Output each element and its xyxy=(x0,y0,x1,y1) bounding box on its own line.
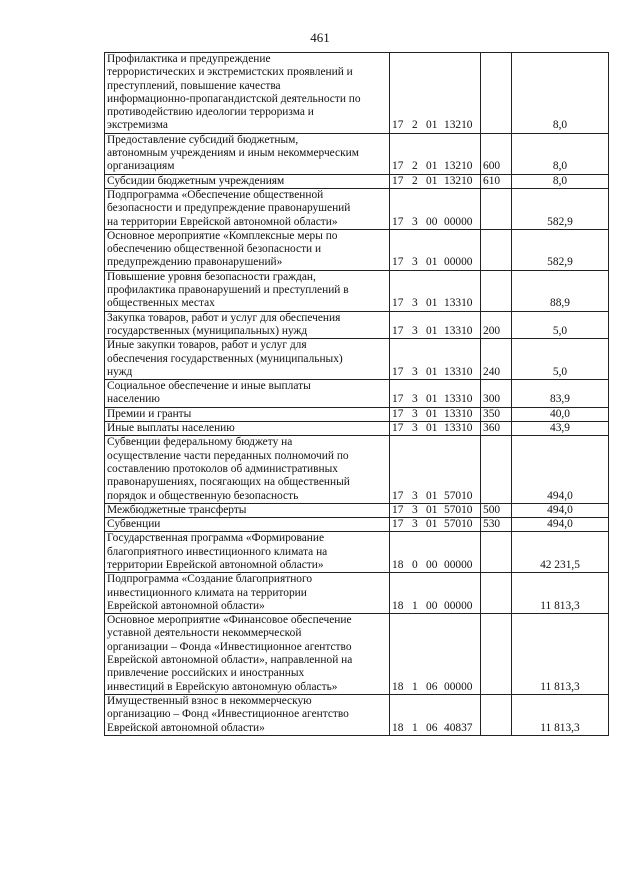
row-name-line: организациям xyxy=(107,160,175,173)
row-expense-type-cell: 240 xyxy=(481,339,512,380)
code-segment: 3 xyxy=(412,393,418,406)
row-name-cell xyxy=(105,53,390,134)
row-code-cell xyxy=(390,380,481,408)
code-segment: 57010 xyxy=(444,503,473,516)
code-segment: 17 xyxy=(392,365,404,378)
row-name-cell xyxy=(105,436,390,503)
code-segment: 3 xyxy=(412,297,418,310)
code-segment: 00000 xyxy=(444,215,473,228)
row-name-cell xyxy=(105,407,390,421)
code-segment: 3 xyxy=(412,503,418,516)
code-segment: 01 xyxy=(426,518,438,531)
code-segment: 18 xyxy=(392,721,404,734)
code-segment: 17 xyxy=(392,503,404,516)
code-segment: 57010 xyxy=(444,518,473,531)
page-number: 461 xyxy=(310,30,330,45)
row-name-cell xyxy=(105,270,390,311)
row-name-cell xyxy=(105,311,390,339)
row-name-line: государственных (муниципальных) нужд xyxy=(107,324,308,337)
table-row xyxy=(105,407,609,421)
row-name-line: Государственная программа «Формирование xyxy=(107,532,325,545)
row-name-cell xyxy=(105,614,390,695)
code-segment: 00000 xyxy=(444,558,473,571)
code-segment: 06 xyxy=(426,680,438,693)
row-name-cell xyxy=(105,188,390,229)
row-expense-type-cell: 500 xyxy=(481,503,512,517)
row-expense-type-cell xyxy=(481,270,512,311)
row-name-cell xyxy=(105,422,390,436)
code-segment: 01 xyxy=(426,365,438,378)
row-sum-cell: 83,9 xyxy=(512,380,609,408)
row-name-line: Еврейской автономной области» xyxy=(107,721,265,734)
row-expense-type-cell: 360 xyxy=(481,422,512,436)
row-name-cell xyxy=(105,380,390,408)
code-segment: 3 xyxy=(412,215,418,228)
code-segment: 18 xyxy=(392,680,404,693)
table-row xyxy=(105,503,609,517)
row-name-line: Предоставление субсидий бюджетным, xyxy=(107,133,299,146)
table-row xyxy=(105,573,609,614)
row-name-line: Повышение уровня безопасности граждан, xyxy=(107,270,316,283)
row-expense-type-cell xyxy=(481,229,512,270)
code-segment: 13310 xyxy=(444,324,473,337)
row-name-line: Профилактика и предупреждение xyxy=(107,53,271,65)
row-code-cell xyxy=(390,407,481,421)
row-expense-type-cell xyxy=(481,53,512,134)
row-code-cell xyxy=(390,614,481,695)
code-segment: 13310 xyxy=(444,297,473,310)
table-row xyxy=(105,339,609,380)
row-name-line: Подпрограмма «Создание благоприятного xyxy=(107,573,313,586)
row-name-line: порядок и общественную безопасность xyxy=(107,489,299,502)
row-sum-cell: 42 231,5 xyxy=(512,532,609,573)
table-row xyxy=(105,133,609,174)
code-segment: 57010 xyxy=(444,489,473,502)
table-row xyxy=(105,436,609,503)
code-segment: 17 xyxy=(392,489,404,502)
code-segment: 13210 xyxy=(444,119,473,132)
row-code-cell xyxy=(390,573,481,614)
row-name-line: экстремизма xyxy=(107,119,168,132)
table-row xyxy=(105,174,609,188)
code-segment: 2 xyxy=(412,174,418,187)
row-name-cell xyxy=(105,174,390,188)
row-name-cell xyxy=(105,133,390,174)
code-segment: 13310 xyxy=(444,365,473,378)
table-row xyxy=(105,188,609,229)
code-segment: 17 xyxy=(392,174,404,187)
row-code-cell xyxy=(390,518,481,532)
code-segment: 01 xyxy=(426,160,438,173)
code-segment: 2 xyxy=(412,119,418,132)
row-expense-type-cell: 200 xyxy=(481,311,512,339)
code-segment: 13210 xyxy=(444,160,473,173)
row-name-line: инвестиций в Еврейскую автономную область» xyxy=(107,680,338,693)
row-expense-type-cell: 530 xyxy=(481,518,512,532)
table-row xyxy=(105,518,609,532)
code-segment: 00 xyxy=(426,215,438,228)
row-name-cell xyxy=(105,503,390,517)
row-expense-type-cell: 600 xyxy=(481,133,512,174)
code-segment: 00 xyxy=(426,558,438,571)
code-segment: 00 xyxy=(426,599,438,612)
code-segment: 17 xyxy=(392,324,404,337)
row-code-cell xyxy=(390,174,481,188)
code-segment: 01 xyxy=(426,393,438,406)
row-name-line: профилактика правонарушений и преступлений в xyxy=(107,284,349,297)
row-name-line: благоприятного инвестиционного климата на xyxy=(107,545,328,558)
row-sum-cell: 43,9 xyxy=(512,422,609,436)
row-name-cell xyxy=(105,532,390,573)
code-segment: 00000 xyxy=(444,680,473,693)
code-segment: 13310 xyxy=(444,407,473,420)
code-segment: 18 xyxy=(392,558,404,571)
code-segment: 3 xyxy=(412,422,418,435)
row-name-cell xyxy=(105,573,390,614)
code-segment: 17 xyxy=(392,160,404,173)
code-segment: 01 xyxy=(426,119,438,132)
row-name-line: на территории Еврейской автономной области» xyxy=(107,215,338,228)
row-sum-cell: 494,0 xyxy=(512,503,609,517)
row-name-line: Еврейской автономной области», направленной на xyxy=(107,654,353,667)
code-segment: 00000 xyxy=(444,599,473,612)
code-segment: 3 xyxy=(412,256,418,269)
code-segment: 13310 xyxy=(444,422,473,435)
row-name-line: организации – Фонда «Инвестиционное агентство xyxy=(107,640,352,653)
row-code-cell xyxy=(390,229,481,270)
row-expense-type-cell: 300 xyxy=(481,380,512,408)
row-name-line: преступлений, повышение качества xyxy=(107,79,281,92)
row-name-line: уставной деятельности некоммерческой xyxy=(107,627,302,640)
table-row xyxy=(105,532,609,573)
row-name-line: Иные закупки товаров, работ и услуг для xyxy=(107,339,307,352)
row-sum-cell: 88,9 xyxy=(512,270,609,311)
row-name-line: населению xyxy=(107,393,160,406)
row-sum-cell: 40,0 xyxy=(512,407,609,421)
row-code-cell xyxy=(390,694,481,735)
row-code-cell xyxy=(390,532,481,573)
row-name-cell xyxy=(105,339,390,380)
row-expense-type-cell xyxy=(481,436,512,503)
row-name-line: инвестиционного климата на территории xyxy=(107,586,307,599)
row-name-line: противодействию идеологии терроризма и xyxy=(107,106,314,119)
code-segment: 3 xyxy=(412,407,418,420)
row-name-line: Основное мероприятие «Комплексные меры по xyxy=(107,229,338,242)
row-sum-cell: 494,0 xyxy=(512,518,609,532)
budget-table xyxy=(104,52,609,736)
row-name-line: Межбюджетные трансферты xyxy=(107,503,247,516)
row-expense-type-cell: 350 xyxy=(481,407,512,421)
code-segment: 17 xyxy=(392,119,404,132)
row-name-line: Еврейской автономной области» xyxy=(107,599,265,612)
code-segment: 01 xyxy=(426,174,438,187)
row-name-line: нужд xyxy=(107,365,133,378)
row-name-line: Иные выплаты населению xyxy=(107,422,235,435)
row-name-line: территории Еврейской автономной области» xyxy=(107,558,324,571)
row-sum-cell: 8,0 xyxy=(512,133,609,174)
row-code-cell xyxy=(390,188,481,229)
row-name-cell xyxy=(105,229,390,270)
row-name-line: осуществление части переданных полномочий по xyxy=(107,449,349,462)
row-code-cell xyxy=(390,270,481,311)
code-segment: 18 xyxy=(392,599,404,612)
code-segment: 3 xyxy=(412,489,418,502)
row-code-cell xyxy=(390,53,481,134)
row-expense-type-cell xyxy=(481,532,512,573)
row-sum-cell: 494,0 xyxy=(512,436,609,503)
row-name-line: правонарушениях, посягающих на общественный xyxy=(107,476,350,489)
row-sum-cell: 11 813,3 xyxy=(512,614,609,695)
row-code-cell xyxy=(390,339,481,380)
row-expense-type-cell xyxy=(481,694,512,735)
code-segment: 1 xyxy=(412,680,418,693)
code-segment: 3 xyxy=(412,518,418,531)
code-segment: 3 xyxy=(412,324,418,337)
code-segment: 01 xyxy=(426,297,438,310)
row-expense-type-cell xyxy=(481,573,512,614)
row-sum-cell: 582,9 xyxy=(512,188,609,229)
code-segment: 17 xyxy=(392,518,404,531)
code-segment: 0 xyxy=(412,558,418,571)
row-name-cell xyxy=(105,518,390,532)
row-expense-type-cell: 610 xyxy=(481,174,512,188)
row-sum-cell: 11 813,3 xyxy=(512,694,609,735)
code-segment: 17 xyxy=(392,407,404,420)
row-name-line: информационно-пропагандистской деятельности по xyxy=(107,92,361,105)
row-sum-cell: 11 813,3 xyxy=(512,573,609,614)
row-name-line: обеспечению общественной безопасности и xyxy=(107,243,322,256)
row-code-cell xyxy=(390,133,481,174)
row-sum-cell: 5,0 xyxy=(512,339,609,380)
code-segment: 01 xyxy=(426,503,438,516)
code-segment: 06 xyxy=(426,721,438,734)
budget-table-body xyxy=(105,53,609,736)
code-segment: 17 xyxy=(392,215,404,228)
code-segment: 01 xyxy=(426,256,438,269)
row-name-line: Закупка товаров, работ и услуг для обеспечения xyxy=(107,311,341,324)
row-name-line: автономным учреждениям и иным некоммерческим xyxy=(107,147,359,160)
code-segment: 17 xyxy=(392,256,404,269)
row-name-line: безопасности и предупреждение правонарушений xyxy=(107,202,351,215)
code-segment: 13210 xyxy=(444,174,473,187)
code-segment: 17 xyxy=(392,393,404,406)
row-name-line: общественных местах xyxy=(107,297,215,310)
row-code-cell xyxy=(390,311,481,339)
table-row xyxy=(105,270,609,311)
row-code-cell xyxy=(390,503,481,517)
code-segment: 2 xyxy=(412,160,418,173)
code-segment: 00000 xyxy=(444,256,473,269)
row-sum-cell: 8,0 xyxy=(512,53,609,134)
row-name-line: организацию – Фонд «Инвестиционное агентство xyxy=(107,708,349,721)
code-segment: 01 xyxy=(426,324,438,337)
code-segment: 01 xyxy=(426,407,438,420)
row-name-line: составлению протоколов об административных xyxy=(107,462,338,475)
row-name-cell xyxy=(105,694,390,735)
code-segment: 01 xyxy=(426,422,438,435)
row-sum-cell: 5,0 xyxy=(512,311,609,339)
row-expense-type-cell xyxy=(481,614,512,695)
row-name-line: Основное мероприятие «Финансовое обеспечение xyxy=(107,614,352,627)
table-row xyxy=(105,311,609,339)
row-name-line: предупреждению правонарушений» xyxy=(107,256,283,269)
code-segment: 17 xyxy=(392,297,404,310)
row-name-line: Премии и гранты xyxy=(107,407,192,420)
row-name-line: Субвенции xyxy=(107,518,161,531)
row-name-line: Субвенции федеральному бюджету на xyxy=(107,436,293,449)
row-code-cell xyxy=(390,436,481,503)
row-name-line: террористических и экстремистских проявлений и xyxy=(107,66,353,79)
row-name-line: Субсидии бюджетным учреждениям xyxy=(107,174,285,187)
code-segment: 13310 xyxy=(444,393,473,406)
code-segment: 17 xyxy=(392,422,404,435)
row-sum-cell: 8,0 xyxy=(512,174,609,188)
code-segment: 1 xyxy=(412,599,418,612)
code-segment: 3 xyxy=(412,365,418,378)
table-row xyxy=(105,694,609,735)
code-segment: 40837 xyxy=(444,721,473,734)
table-row xyxy=(105,229,609,270)
code-segment: 01 xyxy=(426,489,438,502)
row-name-line: обеспечения государственных (муниципальных) xyxy=(107,352,343,365)
table-row xyxy=(105,380,609,408)
row-expense-type-cell xyxy=(481,188,512,229)
table-row xyxy=(105,614,609,695)
table-row xyxy=(105,422,609,436)
row-name-line: Имущественный взнос в некоммерческую xyxy=(107,694,312,707)
table-row xyxy=(105,53,609,134)
row-name-line: Социальное обеспечение и иные выплаты xyxy=(107,380,311,393)
row-name-line: привлечение российских и иностранных xyxy=(107,667,305,680)
row-code-cell xyxy=(390,422,481,436)
row-name-line: Подпрограмма «Обеспечение общественной xyxy=(107,188,324,201)
code-segment: 1 xyxy=(412,721,418,734)
row-sum-cell: 582,9 xyxy=(512,229,609,270)
